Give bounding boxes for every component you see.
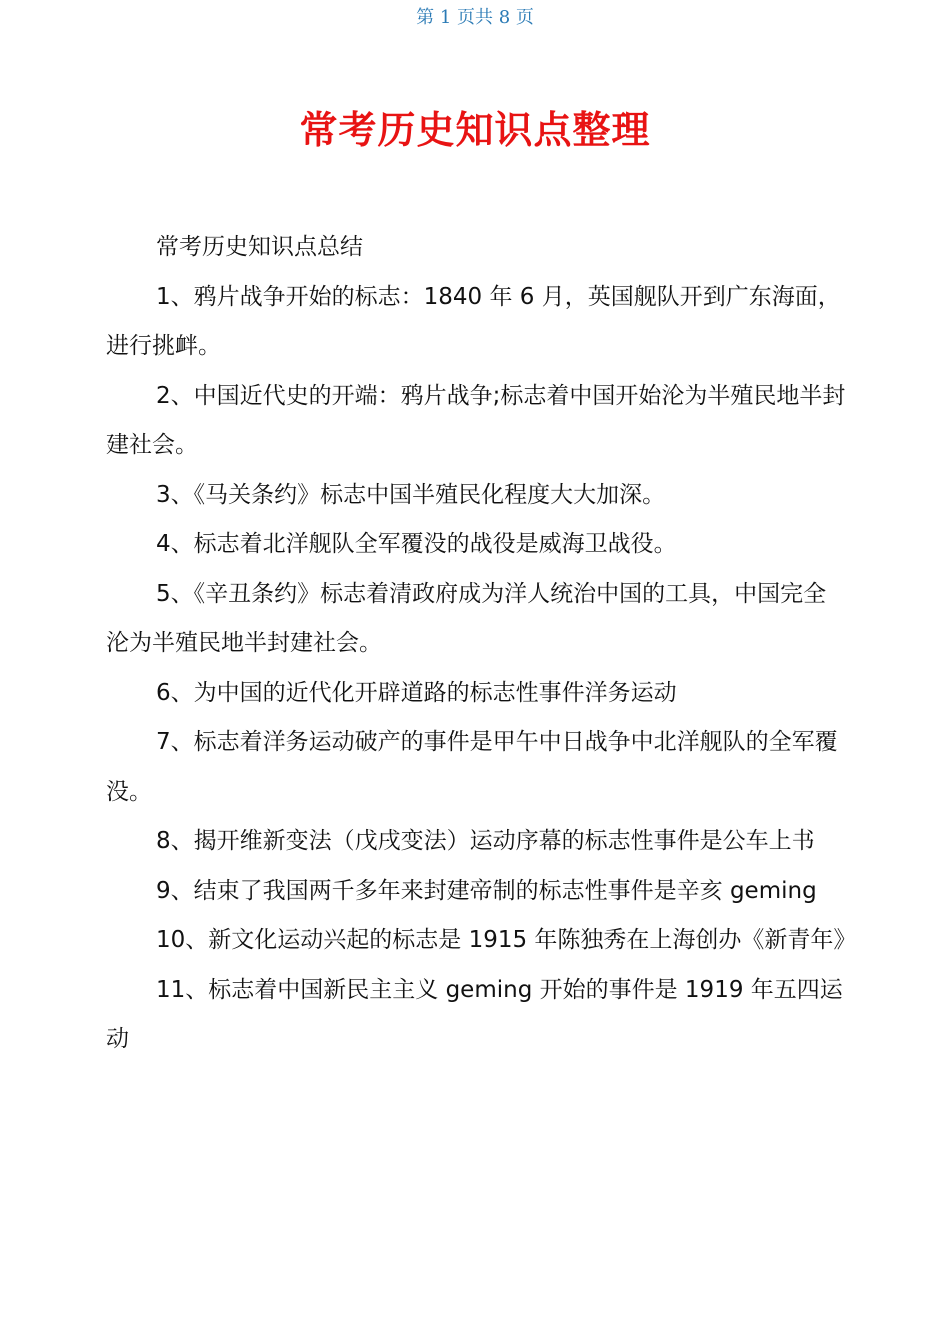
paragraph: 8、揭开维新变法（戊戌变法）运动序幕的标志性事件是公车上书 (156, 828, 815, 854)
paragraph: 6、为中国的近代化开辟道路的标志性事件洋务运动 (156, 679, 677, 706)
paragraph: 2、中国近代史的开端：鸦片战争;标志着中国开始沦为半殖民地半封建社会。 (106, 382, 846, 458)
paragraph: 4、标志着北洋舰队全军覆没的战役是威海卫战役。 (156, 531, 677, 557)
paragraph: 5、《辛丑条约》标志着清政府成为洋人统治中国的工具，中国完全沦为半殖民地半封建社会。 (106, 580, 827, 656)
paragraph: 11、标志着中国新民主主义 geming 开始的事件是 1919 年五四运动 (106, 976, 843, 1052)
paragraph: 3、《马关条约》标志中国半殖民化程度大大加深。 (156, 481, 666, 508)
paragraph: 常考历史知识点总结 (156, 234, 363, 260)
paragraph: 1、鸦片战争开始的标志：1840 年 6 月，英国舰队开到广东海面，进行挑衅。 (106, 283, 841, 359)
paragraph: 10、新文化运动兴起的标志是 1915 年陈独秀在上海创办《新青年》 (156, 927, 857, 953)
paragraph: 7、标志着洋务运动破产的事件是甲午中日战争中北洋舰队的全军覆没。 (106, 729, 838, 805)
page-indicator: 第 1 页共 8 页 (416, 7, 534, 28)
document-title: 常考历史知识点整理 (299, 108, 651, 152)
paragraph: 9、结束了我国两千多年来封建帝制的标志性事件是辛亥 geming (156, 877, 817, 904)
document-body (106, 223, 857, 1065)
